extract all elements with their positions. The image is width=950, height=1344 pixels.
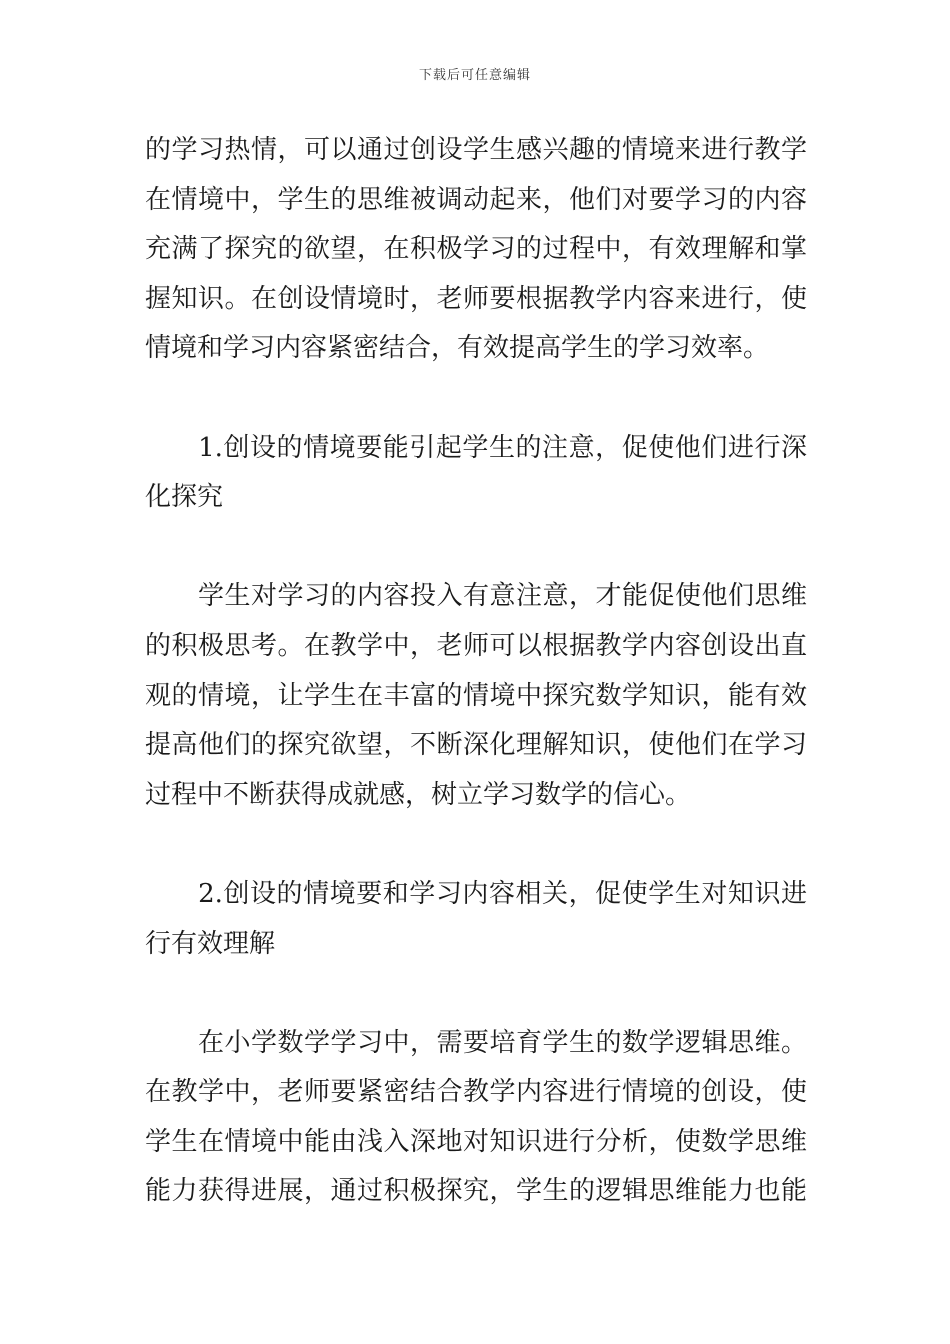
text-line: 学生对学习的内容投入有意注意，才能促使他们思维 [145,581,807,612]
page-header-note: 下载后可任意编辑 [418,68,531,83]
heading-line: 化探究 [145,482,224,513]
text-line: 的学习热情，可以通过创设学生感兴趣的情境来进行教学 [145,135,807,165]
heading-line: 1.创设的情境要能引起学生的注意，促使他们进行深 [145,432,807,463]
paragraph-body-1 [145,572,807,820]
text-line: 提高他们的探究欲望，不断深化理解知识，使他们在学习 [145,730,807,761]
paragraph-spacer [145,820,807,870]
paragraph-body-2 [145,1019,807,1217]
text-line: 的积极思考。在教学中，老师可以根据教学内容创设出直 [145,630,807,661]
heading-line: 行有效理解 [145,928,276,959]
heading-line: 2.创设的情境要和学习内容相关，促使学生对知识进 [145,878,807,909]
document-body [145,126,807,1217]
text-line: 握知识。在创设情境时，老师要根据教学内容来进行，使 [145,283,807,314]
text-line: 在小学数学学习中，需要培育学生的数学逻辑思维。 [145,1027,807,1058]
text-line: 能力获得进展，通过积极探究，学生的逻辑思维能力也能 [145,1176,807,1207]
paragraph-spacer [145,969,807,1019]
section-heading-2 [145,870,807,969]
paragraph-spacer [145,523,807,573]
text-line: 情境和学习内容紧密结合，有效提高学生的学习效率。 [145,333,770,364]
paragraph-spacer [145,374,807,424]
text-line: 观的情境，让学生在丰富的情境中探究数学知识，能有效 [145,680,807,711]
section-heading-1 [145,424,807,523]
text-line: 过程中不断获得成就感，树立学习数学的信心。 [145,779,692,810]
text-line: 在教学中，老师要紧密结合教学内容进行情境的创设，使 [145,1077,807,1108]
paragraph-intro [145,126,807,374]
text-line: 学生在情境中能由浅入深地对知识进行分析，使数学思维 [145,1126,807,1157]
text-line: 在情境中，学生的思维被调动起来，他们对要学习的内容 [145,184,807,215]
text-line: 充满了探究的欲望，在积极学习的过程中，有效理解和掌 [145,234,807,265]
